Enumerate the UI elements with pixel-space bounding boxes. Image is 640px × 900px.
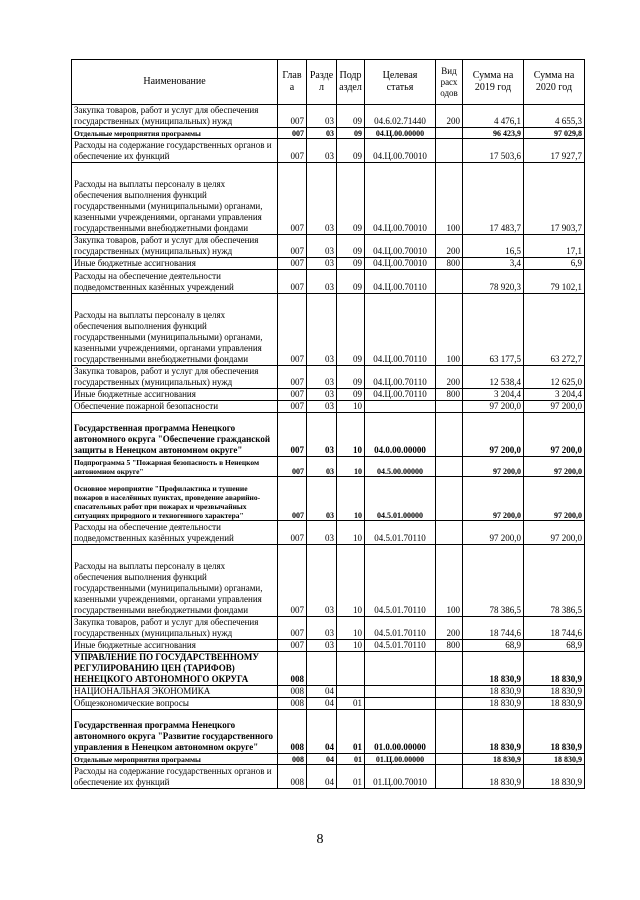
cell-name: Расходы на выплаты персоналу в целях обеспечения выполнения функций государственными (муниципальными) органами, казенными учреждениями, органами управления государственными внебюджетными фондами bbox=[72, 545, 278, 617]
table-row bbox=[72, 139, 585, 163]
cell-sum-2020: 97 200,0 bbox=[524, 401, 585, 413]
cell-sum-2019: 18 830,9 bbox=[463, 698, 524, 710]
table-row bbox=[72, 270, 585, 294]
table-row bbox=[72, 617, 585, 640]
table-row bbox=[72, 521, 585, 545]
cell-sum-2019: 4 476,1 bbox=[463, 105, 524, 128]
cell-vid bbox=[436, 754, 463, 765]
cell-glava: 007 bbox=[278, 235, 307, 258]
cell-glava: 008 bbox=[278, 652, 307, 686]
header-sum-2019: Сумма на 2019 год bbox=[463, 60, 524, 105]
cell-razdel: 03 bbox=[307, 128, 337, 139]
cell-name: Расходы на обеспечение деятельности подведомственных казённых учреждений bbox=[72, 521, 278, 545]
cell-vid: 200 bbox=[436, 235, 463, 258]
cell-glava: 008 bbox=[278, 686, 307, 698]
cell-vid: 100 bbox=[436, 545, 463, 617]
cell-razdel: 03 bbox=[307, 294, 337, 366]
cell-name: Общеэкономические вопросы bbox=[72, 698, 278, 710]
cell-vid: 200 bbox=[436, 617, 463, 640]
header-name: Наименование bbox=[72, 60, 278, 105]
cell-name: Расходы на выплаты персоналу в целях обеспечения выполнения функций государственными (муниципальными) органами, казенными учреждениями, органами управления государственными внебюджетными фондами bbox=[72, 163, 278, 235]
cell-vid: 800 bbox=[436, 389, 463, 401]
cell-podrazdel: 09 bbox=[337, 270, 365, 294]
cell-sum-2020: 18 830,9 bbox=[524, 765, 585, 789]
table-row bbox=[72, 258, 585, 270]
cell-sum-2019: 18 830,9 bbox=[463, 710, 524, 754]
cell-target bbox=[365, 401, 436, 413]
table-row bbox=[72, 640, 585, 652]
cell-glava: 007 bbox=[278, 640, 307, 652]
table-row bbox=[72, 698, 585, 710]
cell-podrazdel: 01 bbox=[337, 754, 365, 765]
cell-sum-2019: 63 177,5 bbox=[463, 294, 524, 366]
cell-name: Закупка товаров, работ и услуг для обеспечения государственных (муниципальных) нужд bbox=[72, 235, 278, 258]
header-glava: Глав а bbox=[278, 60, 307, 105]
cell-sum-2019: 78 386,5 bbox=[463, 545, 524, 617]
cell-razdel bbox=[307, 652, 337, 686]
table-row bbox=[72, 545, 585, 617]
table-row bbox=[72, 366, 585, 389]
table-row bbox=[72, 686, 585, 698]
cell-vid bbox=[436, 128, 463, 139]
cell-sum-2020: 97 200,0 bbox=[524, 477, 585, 521]
table-row bbox=[72, 710, 585, 754]
cell-sum-2019: 17 503,6 bbox=[463, 139, 524, 163]
cell-sum-2019: 78 920,3 bbox=[463, 270, 524, 294]
cell-sum-2020: 18 744,6 bbox=[524, 617, 585, 640]
cell-name: Отдельные мероприятия программы bbox=[72, 754, 278, 765]
cell-vid: 100 bbox=[436, 294, 463, 366]
cell-glava: 007 bbox=[278, 521, 307, 545]
cell-glava: 007 bbox=[278, 163, 307, 235]
cell-vid bbox=[436, 477, 463, 521]
cell-razdel: 04 bbox=[307, 698, 337, 710]
cell-name: Государственная программа Ненецкого автономного округа "Обеспечение гражданской защиты в Ненецком автономном округе" bbox=[72, 413, 278, 457]
cell-vid: 100 bbox=[436, 163, 463, 235]
cell-sum-2020: 18 830,9 bbox=[524, 652, 585, 686]
header-vid: Вид расх одов bbox=[436, 60, 463, 105]
cell-podrazdel: 10 bbox=[337, 640, 365, 652]
cell-vid bbox=[436, 457, 463, 477]
cell-podrazdel: 10 bbox=[337, 617, 365, 640]
header-target: Целевая статья bbox=[365, 60, 436, 105]
table-row bbox=[72, 457, 585, 477]
header-podrazdel: Подр аздел bbox=[337, 60, 365, 105]
table-row bbox=[72, 163, 585, 235]
cell-sum-2020: 97 200,0 bbox=[524, 413, 585, 457]
cell-vid bbox=[436, 270, 463, 294]
cell-glava: 007 bbox=[278, 139, 307, 163]
cell-target: 04.5.01.70110 bbox=[365, 617, 436, 640]
cell-razdel: 04 bbox=[307, 686, 337, 698]
cell-sum-2020: 12 625,0 bbox=[524, 366, 585, 389]
cell-glava: 007 bbox=[278, 401, 307, 413]
cell-glava: 007 bbox=[278, 105, 307, 128]
cell-podrazdel: 09 bbox=[337, 366, 365, 389]
cell-razdel: 03 bbox=[307, 235, 337, 258]
cell-name: Иные бюджетные ассигнования bbox=[72, 258, 278, 270]
cell-razdel: 03 bbox=[307, 545, 337, 617]
cell-razdel: 03 bbox=[307, 457, 337, 477]
cell-podrazdel: 01 bbox=[337, 710, 365, 754]
cell-podrazdel: 09 bbox=[337, 389, 365, 401]
cell-target: 04.Ц.00.70110 bbox=[365, 366, 436, 389]
table-row bbox=[72, 754, 585, 765]
cell-target: 04.Ц.00.70010 bbox=[365, 163, 436, 235]
cell-glava: 007 bbox=[278, 617, 307, 640]
cell-name: УПРАВЛЕНИЕ ПО ГОСУДАРСТВЕННОМУ РЕГУЛИРОВАНИЮ ЦЕН (ТАРИФОВ) НЕНЕЦКОГО АВТОНОМНОГО ОКРУГА bbox=[72, 652, 278, 686]
cell-razdel: 03 bbox=[307, 401, 337, 413]
page-number: 8 bbox=[316, 832, 324, 847]
cell-vid bbox=[436, 698, 463, 710]
cell-sum-2020: 4 655,3 bbox=[524, 105, 585, 128]
cell-glava: 008 bbox=[278, 698, 307, 710]
cell-sum-2020: 17,1 bbox=[524, 235, 585, 258]
cell-podrazdel: 10 bbox=[337, 413, 365, 457]
cell-sum-2019: 97 200,0 bbox=[463, 521, 524, 545]
cell-sum-2020: 18 830,9 bbox=[524, 686, 585, 698]
cell-target: 04.Ц.00.70010 bbox=[365, 258, 436, 270]
cell-podrazdel: 10 bbox=[337, 521, 365, 545]
cell-podrazdel: 09 bbox=[337, 294, 365, 366]
cell-vid bbox=[436, 521, 463, 545]
cell-target: 04.Ц.00.70110 bbox=[365, 294, 436, 366]
cell-target: 04.Ц.00.70110 bbox=[365, 270, 436, 294]
header-razdel: Разде л bbox=[307, 60, 337, 105]
cell-razdel: 03 bbox=[307, 270, 337, 294]
cell-razdel: 03 bbox=[307, 521, 337, 545]
cell-sum-2020: 97 029,8 bbox=[524, 128, 585, 139]
table-body bbox=[72, 105, 585, 789]
cell-podrazdel: 10 bbox=[337, 477, 365, 521]
cell-sum-2020: 18 830,9 bbox=[524, 710, 585, 754]
cell-sum-2019: 97 200,0 bbox=[463, 401, 524, 413]
cell-sum-2020: 97 200,0 bbox=[524, 521, 585, 545]
cell-name: Государственная программа Ненецкого автономного округа "Развитие государственного управления в Ненецком автономном округе" bbox=[72, 710, 278, 754]
cell-podrazdel: 09 bbox=[337, 258, 365, 270]
cell-vid bbox=[436, 686, 463, 698]
cell-razdel: 03 bbox=[307, 389, 337, 401]
cell-razdel: 03 bbox=[307, 477, 337, 521]
cell-sum-2020: 68,9 bbox=[524, 640, 585, 652]
cell-name: Закупка товаров, работ и услуг для обеспечения государственных (муниципальных) нужд bbox=[72, 617, 278, 640]
cell-target: 04.5.01.00000 bbox=[365, 477, 436, 521]
cell-sum-2020: 17 927,7 bbox=[524, 139, 585, 163]
cell-sum-2019: 18 830,9 bbox=[463, 686, 524, 698]
cell-glava: 007 bbox=[278, 258, 307, 270]
cell-podrazdel: 09 bbox=[337, 235, 365, 258]
cell-name: Иные бюджетные ассигнования bbox=[72, 389, 278, 401]
cell-podrazdel: 09 bbox=[337, 163, 365, 235]
cell-target: 04.5.01.70110 bbox=[365, 640, 436, 652]
cell-sum-2020: 6,9 bbox=[524, 258, 585, 270]
table-row bbox=[72, 765, 585, 789]
cell-vid: 200 bbox=[436, 105, 463, 128]
cell-razdel: 03 bbox=[307, 139, 337, 163]
cell-glava: 008 bbox=[278, 710, 307, 754]
cell-razdel: 03 bbox=[307, 640, 337, 652]
cell-podrazdel: 10 bbox=[337, 545, 365, 617]
cell-glava: 007 bbox=[278, 477, 307, 521]
cell-glava: 008 bbox=[278, 765, 307, 789]
budget-table bbox=[71, 59, 585, 789]
cell-target: 04.5.01.70110 bbox=[365, 545, 436, 617]
cell-vid: 200 bbox=[436, 366, 463, 389]
cell-sum-2019: 96 423,9 bbox=[463, 128, 524, 139]
cell-sum-2019: 16,5 bbox=[463, 235, 524, 258]
cell-sum-2019: 97 200,0 bbox=[463, 457, 524, 477]
header-sum-2020: Сумма на 2020 год bbox=[524, 60, 585, 105]
cell-target: 04.Ц.00.70110 bbox=[365, 389, 436, 401]
cell-sum-2019: 3 204,4 bbox=[463, 389, 524, 401]
cell-vid bbox=[436, 139, 463, 163]
table-row bbox=[72, 235, 585, 258]
cell-razdel: 03 bbox=[307, 163, 337, 235]
cell-target: 04.0.00.00000 bbox=[365, 413, 436, 457]
cell-name: Расходы на содержание государственных органов и обеспечение их функций bbox=[72, 765, 278, 789]
cell-podrazdel bbox=[337, 686, 365, 698]
cell-name: Расходы на обеспечение деятельности подведомственных казённых учреждений bbox=[72, 270, 278, 294]
cell-glava: 007 bbox=[278, 294, 307, 366]
cell-sum-2019: 18 744,6 bbox=[463, 617, 524, 640]
cell-target bbox=[365, 698, 436, 710]
cell-sum-2020: 63 272,7 bbox=[524, 294, 585, 366]
cell-name: Расходы на выплаты персоналу в целях обеспечения выполнения функций государственными (муниципальными) органами, казенными учреждениями, органами управления государственными внебюджетными фондами bbox=[72, 294, 278, 366]
table-row bbox=[72, 413, 585, 457]
table-row bbox=[72, 389, 585, 401]
cell-sum-2020: 79 102,1 bbox=[524, 270, 585, 294]
cell-name: Обеспечение пожарной безопасности bbox=[72, 401, 278, 413]
cell-target: 04.5.01.70110 bbox=[365, 521, 436, 545]
cell-sum-2019: 18 830,9 bbox=[463, 754, 524, 765]
cell-podrazdel: 10 bbox=[337, 457, 365, 477]
cell-target: 01.Ц.00.70010 bbox=[365, 765, 436, 789]
table-row bbox=[72, 105, 585, 128]
cell-target bbox=[365, 686, 436, 698]
cell-name: Подпрограмма 5 "Пожарная безопасность в Ненецком автономном округе" bbox=[72, 457, 278, 477]
cell-podrazdel: 09 bbox=[337, 139, 365, 163]
cell-podrazdel: 09 bbox=[337, 105, 365, 128]
cell-name: Закупка товаров, работ и услуг для обеспечения государственных (муниципальных) нужд bbox=[72, 366, 278, 389]
cell-target: 01.Ц.00.00000 bbox=[365, 754, 436, 765]
table-header-row bbox=[72, 60, 585, 105]
cell-name: Закупка товаров, работ и услуг для обеспечения государственных (муниципальных) нужд bbox=[72, 105, 278, 128]
cell-glava: 007 bbox=[278, 545, 307, 617]
cell-sum-2019: 17 483,7 bbox=[463, 163, 524, 235]
cell-glava: 007 bbox=[278, 457, 307, 477]
cell-glava: 007 bbox=[278, 366, 307, 389]
cell-sum-2019: 97 200,0 bbox=[463, 477, 524, 521]
cell-podrazdel: 01 bbox=[337, 765, 365, 789]
cell-razdel: 03 bbox=[307, 617, 337, 640]
cell-razdel: 04 bbox=[307, 754, 337, 765]
cell-vid bbox=[436, 710, 463, 754]
cell-vid bbox=[436, 401, 463, 413]
cell-sum-2019: 68,9 bbox=[463, 640, 524, 652]
cell-name: Основное мероприятие "Профилактика и тушение пожаров в населённых пунктах, проведение аварийно-спасательных работ при пожарах и чрезвычайных ситуациях природного и техногенного характера" bbox=[72, 477, 278, 521]
cell-sum-2020: 17 903,7 bbox=[524, 163, 585, 235]
cell-razdel: 03 bbox=[307, 366, 337, 389]
cell-target: 04.Ц.00.00000 bbox=[365, 128, 436, 139]
table-row bbox=[72, 477, 585, 521]
cell-vid: 800 bbox=[436, 258, 463, 270]
cell-sum-2020: 18 830,9 bbox=[524, 754, 585, 765]
cell-podrazdel: 10 bbox=[337, 401, 365, 413]
cell-podrazdel bbox=[337, 652, 365, 686]
cell-name: Отдельные мероприятия программы bbox=[72, 128, 278, 139]
cell-razdel: 03 bbox=[307, 413, 337, 457]
table-row bbox=[72, 294, 585, 366]
cell-target: 01.0.00.00000 bbox=[365, 710, 436, 754]
cell-vid bbox=[436, 652, 463, 686]
cell-sum-2020: 97 200,0 bbox=[524, 457, 585, 477]
cell-name: Расходы на содержание государственных органов и обеспечение их функций bbox=[72, 139, 278, 163]
cell-podrazdel: 09 bbox=[337, 128, 365, 139]
table-row bbox=[72, 128, 585, 139]
cell-razdel: 04 bbox=[307, 710, 337, 754]
cell-target: 04.5.00.00000 bbox=[365, 457, 436, 477]
table-row bbox=[72, 652, 585, 686]
cell-target: 04.6.02.71440 bbox=[365, 105, 436, 128]
cell-sum-2019: 18 830,9 bbox=[463, 652, 524, 686]
cell-vid bbox=[436, 765, 463, 789]
cell-sum-2019: 3,4 bbox=[463, 258, 524, 270]
cell-glava: 007 bbox=[278, 270, 307, 294]
cell-sum-2019: 18 830,9 bbox=[463, 765, 524, 789]
cell-razdel: 04 bbox=[307, 765, 337, 789]
cell-sum-2019: 97 200,0 bbox=[463, 413, 524, 457]
cell-glava: 008 bbox=[278, 754, 307, 765]
table-row bbox=[72, 401, 585, 413]
cell-sum-2019: 12 538,4 bbox=[463, 366, 524, 389]
cell-sum-2020: 18 830,9 bbox=[524, 698, 585, 710]
cell-name: Иные бюджетные ассигнования bbox=[72, 640, 278, 652]
cell-name: НАЦИОНАЛЬНАЯ ЭКОНОМИКА bbox=[72, 686, 278, 698]
cell-glava: 007 bbox=[278, 128, 307, 139]
cell-vid bbox=[436, 413, 463, 457]
cell-sum-2020: 78 386,5 bbox=[524, 545, 585, 617]
cell-glava: 007 bbox=[278, 389, 307, 401]
cell-razdel: 03 bbox=[307, 105, 337, 128]
cell-glava: 007 bbox=[278, 413, 307, 457]
cell-target: 04.Ц.00.70010 bbox=[365, 139, 436, 163]
cell-target bbox=[365, 652, 436, 686]
cell-podrazdel: 01 bbox=[337, 698, 365, 710]
cell-razdel: 03 bbox=[307, 258, 337, 270]
cell-vid: 800 bbox=[436, 640, 463, 652]
cell-sum-2020: 3 204,4 bbox=[524, 389, 585, 401]
cell-target: 04.Ц.00.70010 bbox=[365, 235, 436, 258]
